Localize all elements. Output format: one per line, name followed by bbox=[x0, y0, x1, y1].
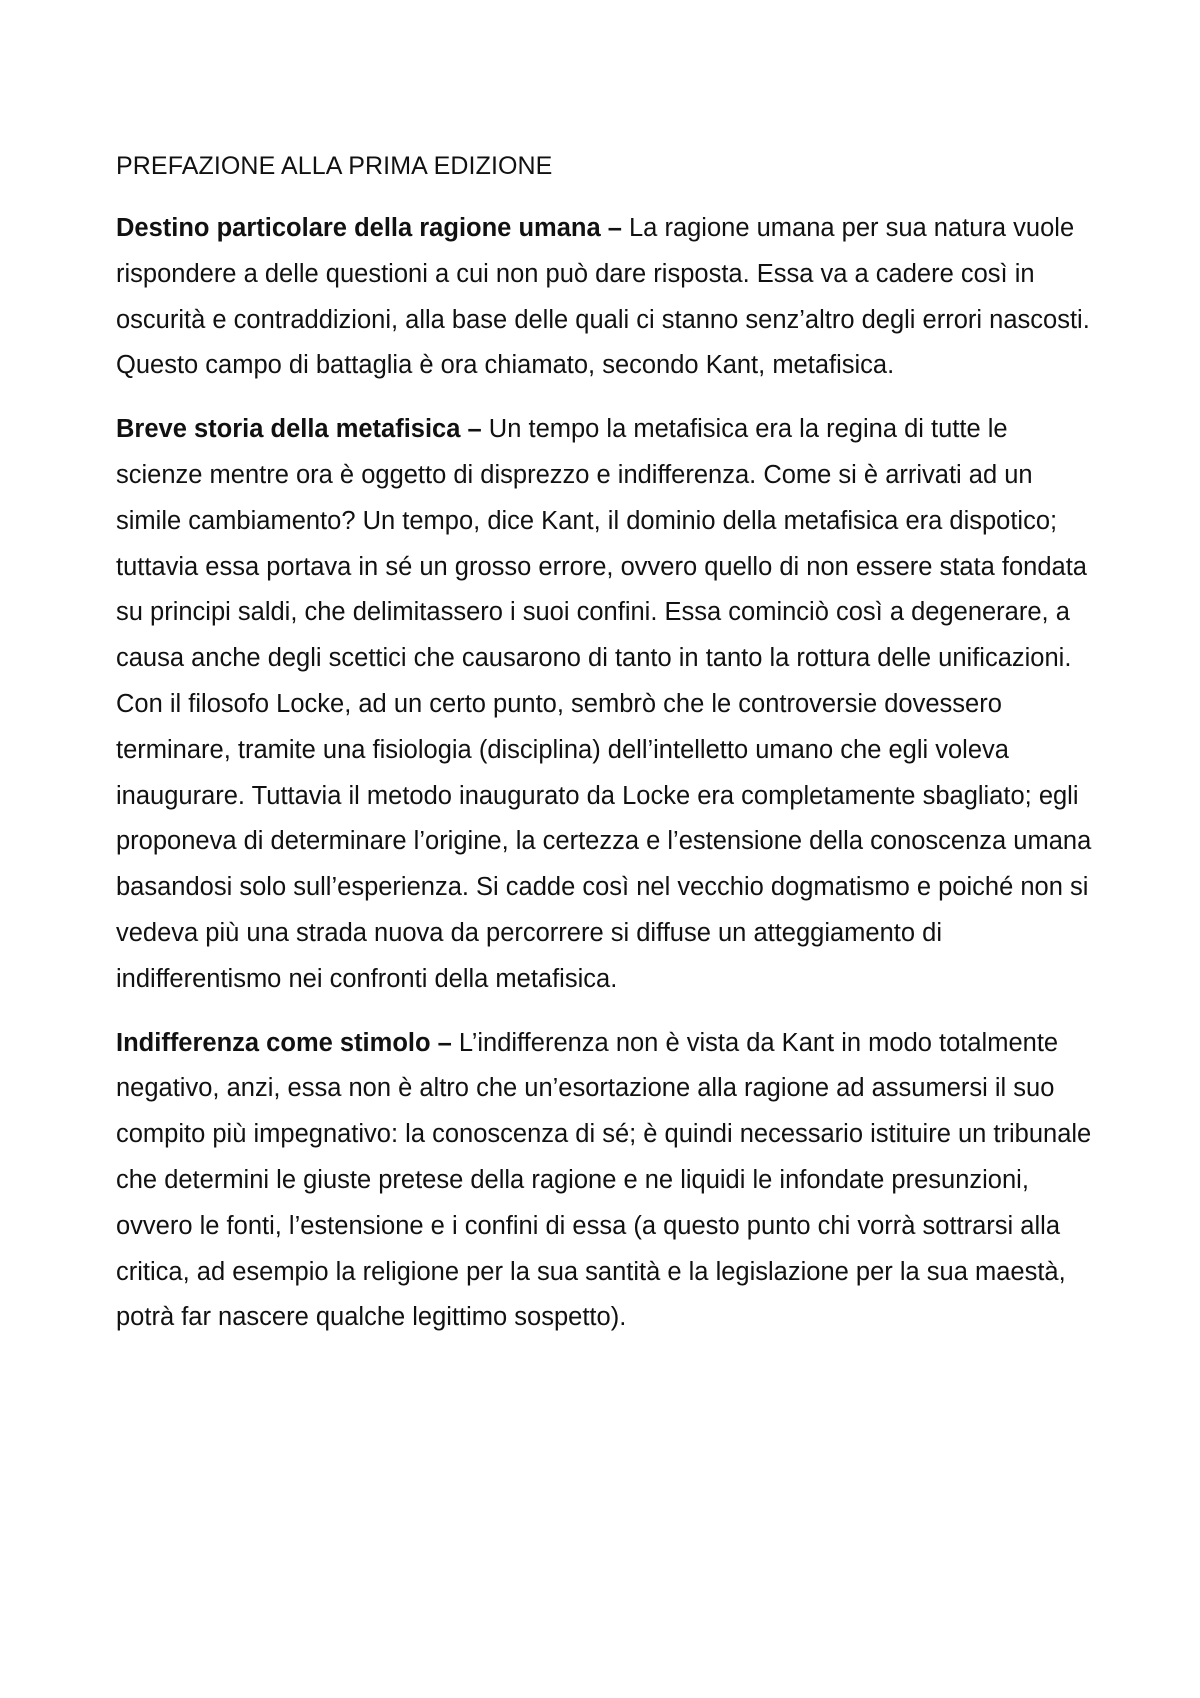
section-separator: – bbox=[460, 415, 489, 444]
section-separator: – bbox=[430, 1028, 459, 1057]
document-title: PREFAZIONE ALLA PRIMA EDIZIONE bbox=[116, 152, 553, 180]
section-body: Un tempo la metafisica era la regina di tutte le scienze mentre ora è oggetto di disprezzo e indifferenza. Come si è arrivati ad un simile cambiamento? Un tempo, dice Kant, il dominio della metafisica era dispotico; tuttavia essa portava in sé un grosso errore, ovvero quello di non essere stata fondata su principi saldi, che delimitassero i suoi confini. Essa cominciò così a degenerare, a causa anche degli scettici che causarono di tanto in tanto la rottura delle unificazioni. Con il filosofo Locke, ad un certo punto, sembrò che le controversie dovessero terminare, tramite una fisiologia (disciplina) dell’intelletto umano che egli voleva inaugurare. Tuttavia il metodo inaugurato da Locke era completamente sbagliato; egli proponeva di determinare l’origine, la certezza e l’estensione della conoscenza umana basandosi solo sull’esperienza. Si cadde così nel vecchio dogmatismo e poiché non si vedeva più una strada nuova da percorrere si diffuse un atteggiamento di indifferentismo nei confronti della metafisica. bbox=[116, 415, 1092, 993]
section-body: L’indifferenza non è vista da Kant in modo totalmente negativo, anzi, essa non è altro che un’esortazione alla ragione ad assumersi il suo compito più impegnativo: la conoscenza di sé; è quindi necessario istituire un tribunale che determini le giuste pretese della ragione e ne liquidi le infondate presunzioni, ovvero le fonti, l’estensione e i confini di essa (a questo punto chi vorrà sottrarsi alla critica, ad esempio la religione per la sua santità e la legislazione per la sua maestà, potrà far nascere qualche legittimo sospetto). bbox=[116, 1028, 1092, 1332]
section-heading: Breve storia della metafisica bbox=[116, 415, 461, 444]
document-content bbox=[116, 148, 1096, 1359]
section-body: La ragione umana per sua natura vuole rispondere a delle questioni a cui non può dare risposta. Essa va a cadere così in oscurità e contraddizioni, alla base delle quali ci stanno senz’altro degli errori nascosti. Questo campo di battaglia è ora chiamato, secondo Kant, metafisica. bbox=[116, 214, 1090, 380]
section-destino-particolare bbox=[116, 206, 1096, 389]
section-indifferenza-stimolo bbox=[116, 1021, 1096, 1342]
section-separator: – bbox=[600, 214, 629, 242]
section-breve-storia bbox=[116, 407, 1096, 1002]
section-heading: Indifferenza come stimolo bbox=[116, 1028, 431, 1057]
section-heading: Destino particolare della ragione umana bbox=[116, 214, 601, 242]
